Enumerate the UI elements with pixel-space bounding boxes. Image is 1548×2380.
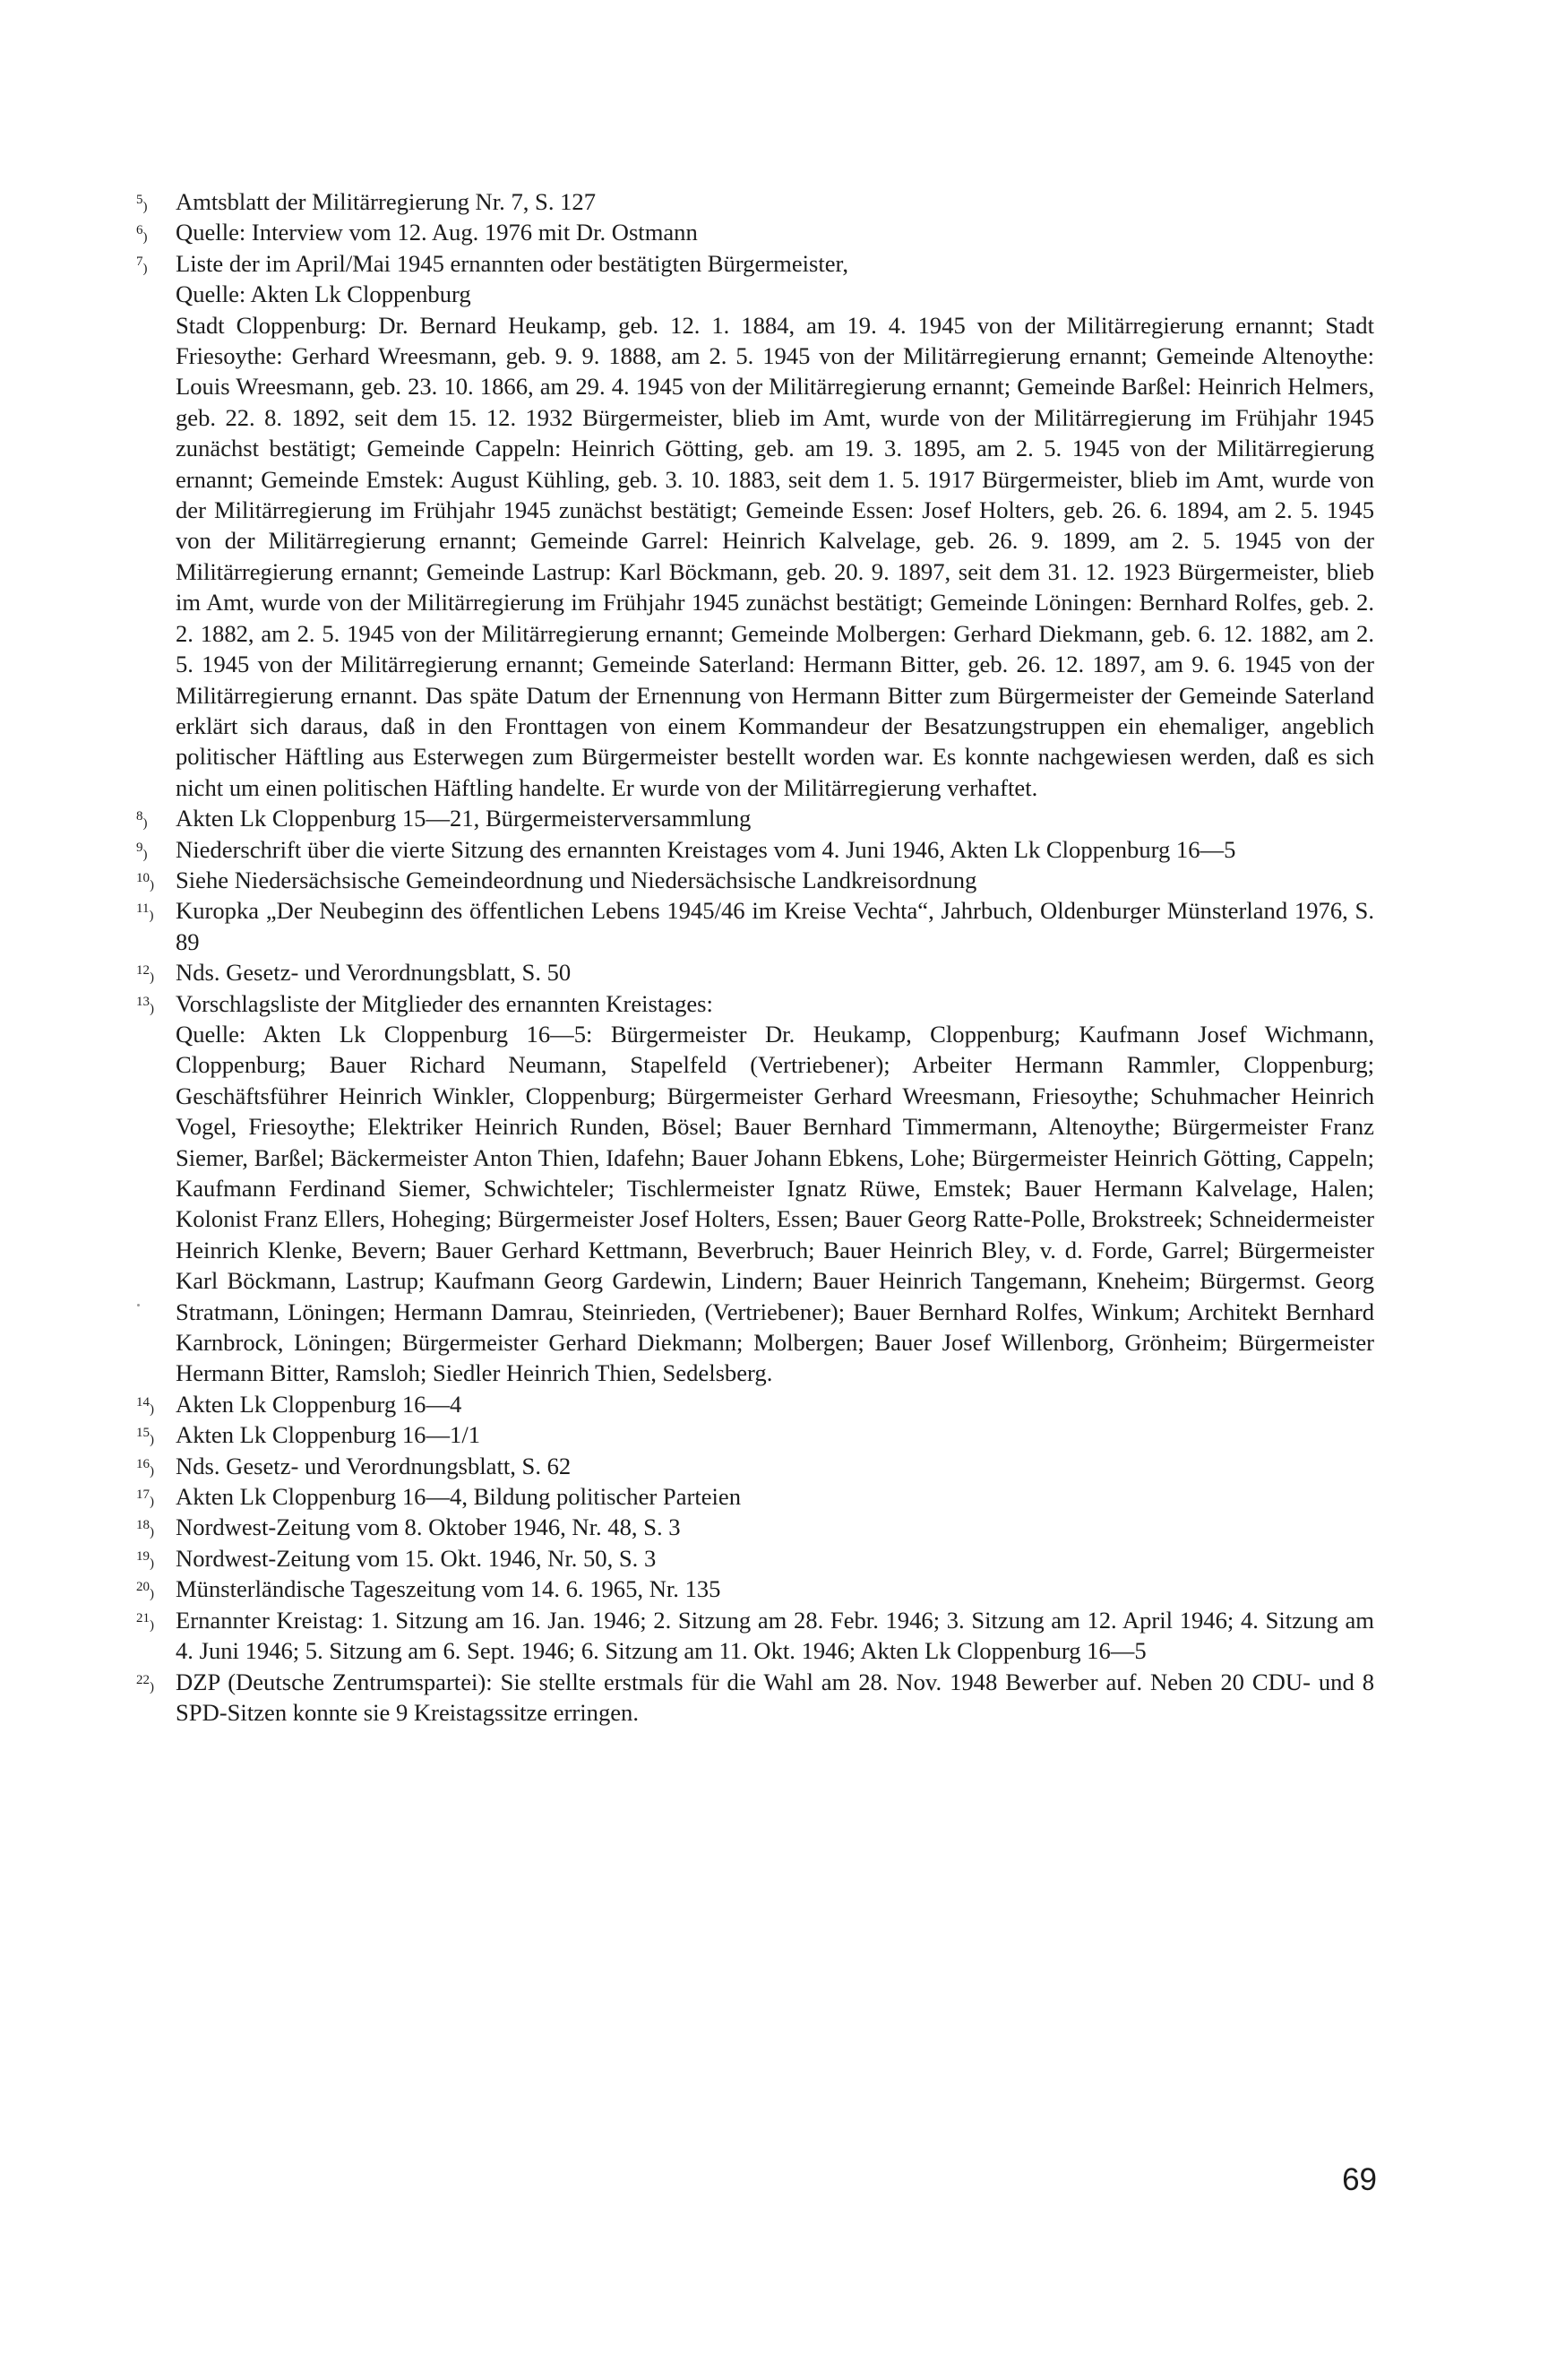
footnote-text: Akten Lk Cloppenburg 16—4 xyxy=(176,1390,462,1418)
footnote-number: $^{15}$) xyxy=(136,1426,154,1448)
footnote-text: Liste der im April/Mai 1945 ernannten oder bestätigten Bürgermeister, Quelle: Akten Lk Cloppenburg Stadt Cloppenburg: Dr. Bernard Heukamp, geb. 12. 1. 1884, am 19. 4. 1945 von der Militärregierung ernannt; Stadt Friesoythe: Gerhard Wreesmann, geb. 9. 9. 1888, am 2. 5. 1945 von der Militärregierung ernannt; Gemeinde Altenoythe: Louis Wreesmann, geb. 23. 10. 1866, am 29. 4. 1945 von der Militärregierung ernannt; Gemeinde Barßel: Heinrich Helmers, geb. 22. 8. 1892, seit dem 15. 12. 1932 Bürgermeister, blieb im Amt, wurde von der Militärregierung im Frühjahr 1945 zunächst bestätigt; Gemeinde Cappeln: Heinrich Götting, geb. am 19. 3. 1895, am 2. 5. 1945 von der Militärregierung ernannt; Gemeinde Emstek: August Kühling, geb. 3. 10. 1883, seit dem 1. 5. 1917 Bürgermeister, blieb im Amt, wurde von der Militärregierung im Frühjahr 1945 zunächst bestätigt; Gemeinde Essen: Josef Holters, geb. 26. 6. 1894, am 2. 5. 1945 von der Militärregierung ernannt; Gemeinde Garrel: Heinrich Kalvelage, geb. 26. 9. 1899, am 2. 5. 1945 von der Militärregierung ernannt; Gemeinde Lastrup: Karl Böckmann, geb. 20. 9. 1897, seit dem 31. 12. 1923 Bürgermeister, blieb im Amt, wurde von der Militärregierung im Frühjahr 1945 zunächst bestätigt; Gemeinde Löningen: Bernhard Rolfes, geb. 2. 2. 1882, am 2. 5. 1945 von der Militärregierung ernannt; Gemeinde Molbergen: Gerhard Diekmann, geb. 6. 12. 1882, am 2. 5. 1945 von der Militärregierung ernannt; Gemeinde Saterland: Hermann Bitter, geb. 26. 12. 1897, am 9. 6. 1945 von der Militärregierung ernannt. Das späte Datum der Ernennung von Hermann Bitter zum Bürgermeister der Gemeinde Saterland erklärt sich daraus, daß in den Fronttagen von einem Kommandeur der Besatzungstruppen ein ehemaliger, angeblich politischer Häftling aus Esterwegen zum Bürgermeister bestellt worden war. Es konnte nachgewiesen werden, daß es sich nicht um einen politischen Häftling handelte. Er wurde von der Militärregierung verhaftet. xyxy=(176,249,1374,801)
footnote-text: Niederschrift über die vierte Sitzung des ernannten Kreistages vom 4. Juni 1946, Akten Lk Cloppenburg 16—5 xyxy=(176,835,1236,863)
footnote-number: $^{16}$) xyxy=(136,1456,154,1479)
footnote-text: Vorschlagsliste der Mitglieder des ernannten Kreistages: Quelle: Akten Lk Cloppenburg 16—5: Bürgermeister Dr. Heukamp, Cloppenburg; Kaufmann Josef Wichmann, Cloppenburg; Bauer Richard Neumann, Stapelfeld (Vertriebener); Arbeiter Hermann Rammler, Cloppenburg; Geschäftsführer Heinrich Winkler, Cloppenburg; Bürgermeister Gerhard Wreesmann, Friesoythe; Schuhmacher Heinrich Vogel, Friesoythe; Elektriker Heinrich Runden, Bösel; Bauer Bernhard Timmermann, Altenoythe; Bürgermeister Franz Siemer, Barßel; Bäckermeister Anton Thien, Idafehn; Bauer Johann Ebkens, Lohe; Bürgermeister Heinrich Götting, Cappeln; Kaufmann Ferdinand Siemer, Schwichteler; Tischlermeister Ignatz Rüwe, Emstek; Bauer Hermann Kalvelage, Halen; Kolonist Franz Ellers, Hoheging; Bürgermeister Josef Holters, Essen; Bauer Georg Ratte-Polle, Brokstreek; Schneidermeister Heinrich Klenke, Bevern; Bauer Gerhard Kettmann, Beverbruch; Bauer Heinrich Bley, v. d. Forde, Garrel; Bürgermeister Karl Böckmann, Lastrup; Kaufmann Georg Gardewin, Lindern; Bauer Heinrich Tangemann, Kneheim; Bürgermst. Georg Stratmann, Löningen; Hermann Damrau, Steinrieden, (Vertriebener); Bauer Bernhard Rolfes, Winkum; Architekt Bernhard Karnbrock, Löningen; Bürgermeister Gerhard Diekmann; Molbergen; Bauer Josef Willenborg, Grönheim; Bürgermeister Hermann Bitter, Ramsloh; Siedler Heinrich Thien, Sedelsberg. xyxy=(176,989,1375,1387)
footnote-number: $^{18}$) xyxy=(136,1518,154,1540)
footnote xyxy=(136,1389,1374,1419)
footnote-number: $^{22}$) xyxy=(136,1672,154,1694)
page-number: 69 xyxy=(1342,2162,1377,2197)
footnote xyxy=(136,1667,1374,1729)
footnotes-list xyxy=(136,186,1374,1728)
footnote xyxy=(136,834,1374,865)
footnote-number: $^{20}$) xyxy=(136,1580,154,1602)
footnote-text: Münsterländische Tageszeitung vom 14. 6. 1965, Nr. 135 xyxy=(176,1575,721,1603)
footnote-text: Akten Lk Cloppenburg 15—21, Bürgermeisterversammlung xyxy=(176,805,752,832)
footnote-number: $^{17}$) xyxy=(136,1488,154,1510)
footnote-text: Siehe Niedersächsische Gemeindeordnung und Niedersächsische Landkreisordnung xyxy=(176,866,977,893)
footnote xyxy=(136,803,1374,833)
footnote-text: Quelle: Interview vom 12. Aug. 1976 mit Dr. Ostmann xyxy=(176,219,698,246)
footnote-number: $^{11}$) xyxy=(136,901,154,924)
footnote-number: $^{21}$) xyxy=(136,1610,154,1633)
footnote-number: $^6$) xyxy=(136,223,148,246)
footnote-text: Amtsblatt der Militärregierung Nr. 7, S. 127 xyxy=(176,188,597,215)
footnote-number: $^5$) xyxy=(136,193,148,214)
footnote-text: DZP (Deutsche Zentrumspartei): Sie stellte erstmals für die Wahl am 28. Nov. 1948 Bewerber auf. Neben 20 CDU- und 8 SPD-Sitzen konnte sie 9 Kreistagssitze erringen. xyxy=(176,1668,1374,1726)
footnote-number: $^{14}$) xyxy=(136,1394,154,1417)
footnote xyxy=(136,957,1374,987)
footnote xyxy=(136,248,1374,803)
footnote xyxy=(136,988,1374,1389)
footnote-number: $^{12}$) xyxy=(136,963,154,986)
footnote-text: Akten Lk Cloppenburg 16—1/1 xyxy=(176,1421,481,1449)
footnote xyxy=(136,1481,1374,1512)
footnote-number: $^7$) xyxy=(136,254,148,276)
footnote-text: Nds. Gesetz- und Verordnungsblatt, S. 50 xyxy=(176,959,572,987)
footnote-text: Nordwest-Zeitung vom 8. Oktober 1946, Nr. 48, S. 3 xyxy=(176,1513,681,1541)
footnote xyxy=(136,1419,1374,1450)
footnote-number: $^{19}$) xyxy=(136,1548,154,1571)
footnote xyxy=(136,865,1374,895)
footnote-number: $^8$) xyxy=(136,809,148,832)
footnote xyxy=(136,895,1374,957)
footnote-number: $^{13}$) xyxy=(136,994,154,1016)
footnote-text: Kuropka „Der Neubeginn des öffentlichen Lebens 1945/46 im Kreise Vechta“, Jahrbuch, Oldenburger Münsterland 1976, S. 89 xyxy=(176,897,1374,955)
footnote xyxy=(136,1574,1374,1604)
stray-mark xyxy=(137,1304,140,1306)
footnote xyxy=(136,1512,1374,1542)
footnote-text: Nordwest-Zeitung vom 15. Okt. 1946, Nr. 50, S. 3 xyxy=(176,1544,657,1572)
footnote xyxy=(136,1451,1374,1481)
footnote xyxy=(136,1605,1374,1667)
footnote-text: Nds. Gesetz- und Verordnungsblatt, S. 62 xyxy=(176,1452,572,1479)
footnote xyxy=(136,217,1374,247)
footnote-text: Ernannter Kreistag: 1. Sitzung am 16. Jan. 1946; 2. Sitzung am 28. Febr. 1946; 3. Sitzung am 12. April 1946; 4. Sitzung am 4. Juni 1946; 5. Sitzung am 6. Sept. 1946; 6. Sitzung am 11. Okt. 1946; Akten Lk Cloppenburg 16—5 xyxy=(176,1606,1374,1665)
footnote-text: Akten Lk Cloppenburg 16—4, Bildung politischer Parteien xyxy=(176,1483,742,1511)
footnote-number: $^{10}$) xyxy=(136,870,154,892)
footnote-number: $^9$) xyxy=(136,840,148,862)
footnote xyxy=(136,1543,1374,1574)
footnote xyxy=(136,186,1374,217)
